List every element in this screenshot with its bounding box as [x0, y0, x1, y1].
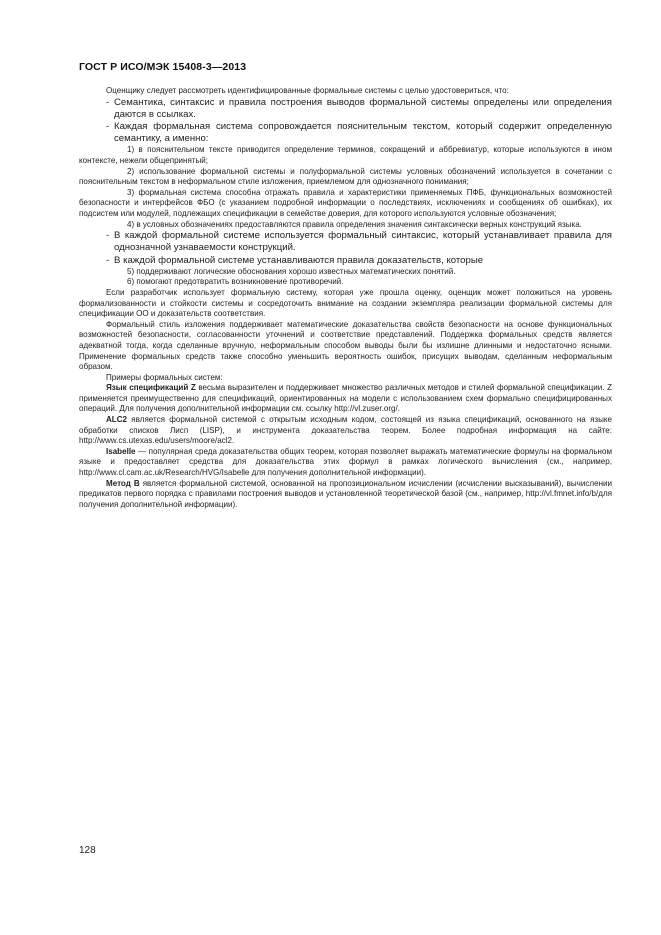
dash-marker: -	[106, 230, 110, 242]
example-term: ALC2	[106, 415, 128, 425]
dash-text: Семантика, синтаксис и правила построения выводов формальной системы определены или определения даются в ссылках.	[114, 96, 612, 120]
example-term: Язык спецификаций Z	[106, 383, 196, 393]
example-text: весьма выразителен и поддерживает множество различных методов и стилей формальной спецификации. Z применяется преимущественно для спецификаций, ориентированных на модели с использованием схем формально специфицированных операций. Для получения дополнительной информации см. ссылку http://vl.zuser.org/.	[79, 383, 612, 414]
numbered-item: 2) использование формальной системы и полуформальной системы условных обозначений используется в сочетании с пояснительным текстом в неформальном стиле изложения, приемлемом для однозначного понимания;	[79, 166, 612, 187]
example-term: Метод B	[106, 478, 140, 488]
dash-list-item	[79, 97, 612, 121]
example-paragraph	[79, 383, 612, 415]
page-number: 128	[79, 845, 96, 856]
numbered-item: 4) в условных обозначениях предоставляются правила определения значения синтаксически верных конструкций языка.	[127, 219, 582, 229]
dash-marker: -	[106, 96, 110, 108]
dash-marker: -	[106, 254, 110, 266]
example-paragraph	[79, 479, 612, 511]
numbered-item: 1) в пояснительном тексте приводится определение терминов, сокращений и аббревиатур, которые используются в ином контексте, нежели общепринятый;	[79, 145, 612, 165]
example-paragraph	[79, 447, 612, 479]
body-paragraph: Оценщику следует рассмотреть идентифицированные формальные системы с целью удостовериться, что:	[106, 86, 509, 95]
numbered-item: 3) формальная система способна отражать правила и характеристики применяемых ПФБ, функциональных возможностей безопасности и интерфейсов ФБО (с указанием подробной информации о последствиях, исключениях и сообщениях об ошибках), их подсистем или модулей, подлежащих спецификации в семействе доверия, для которого используются условные обозначения;	[79, 187, 612, 218]
dash-text: В каждой формальной системе используется формальный синтаксис, который устанавливает правила для однозначной узнаваемости конструкций.	[114, 230, 612, 254]
body-paragraph: Примеры формальных систем:	[106, 372, 223, 382]
example-text: — популярная среда доказательства общих теорем, которая позволяет выражать математические формулы на формальном языке и предоставляет средства для доказательства этих формул в рамках логического вычисления (см., например, http://www.cl.cam.ac.uk/Research/HVG/Isabelle для получения дополнительной информации).	[79, 446, 612, 478]
numbered-item: 6) помогают предотвратить возникновение противоречий.	[127, 277, 344, 287]
example-text: является формальной системой, основанной на пропозициональном исчислении (исчислении высказываний), вычислении предикатов первого порядка с правилами построения выводов и установленной теоретической базой (см., например, http://vl.fmnet.info/b/для получения дополнительной информации).	[79, 478, 612, 509]
dash-list-item	[79, 255, 612, 267]
example-paragraph	[79, 415, 612, 447]
dash-list-item	[79, 230, 612, 254]
example-term: Isabelle	[106, 446, 136, 456]
dash-marker: -	[106, 121, 110, 132]
numbered-item: 5) поддерживают логические обоснования хорошо известных математических понятий.	[127, 266, 456, 276]
body-paragraph: Формальный стиль изложения поддерживает математические доказательства свойств безопасности на основе функциональных возможностей безопасности, согласованности уточнений и соответствие представлений. Поддержка формальных средств является адекватной тогда, когда сделанные вручную, неформальным способом выводы были бы излишне длинными и недостаточно ясными. Применение формальных средств также способно уменьшить вероятность ошибок, присущих выводам, сделанным неформальным образом.	[79, 319, 612, 372]
body-paragraph: Если разработчик использует формальную систему, которая уже прошла оценку, оценщик может положиться на уровень формализованности и стойкости системы и сосредоточить внимание на создании экземпляра реализации формальной системы для спецификации ОО и доказательств соответствия.	[79, 287, 612, 319]
dash-list-item	[79, 121, 612, 145]
document-header: ГОСТ Р ИСО/МЭК 15408-3—2013	[79, 61, 247, 73]
dash-text: Каждая формальная система сопровождается пояснительным текстом, который содержит определенную семантику, а именно:	[114, 121, 612, 145]
document-body	[79, 86, 612, 510]
dash-text: В каждой формальной системе устанавливаются правила доказательств, которые	[114, 254, 484, 266]
example-text: является формальной системой с открытым исходным кодом, состоящей из языка спецификаций, основанного на языке обработки списков Лисп (LISP), и инструмента доказательства теорем. Более подробная информация на сайте: http://www.cs.utexas.edu/users/moore/acl2.	[79, 415, 612, 446]
